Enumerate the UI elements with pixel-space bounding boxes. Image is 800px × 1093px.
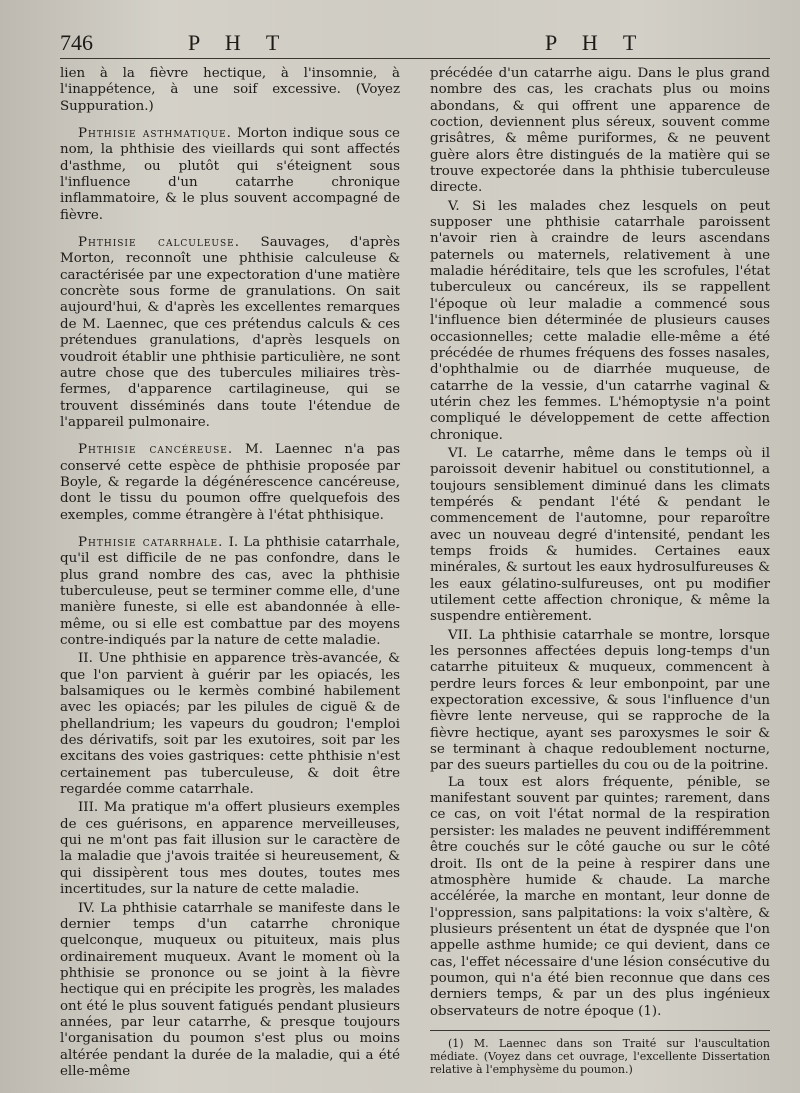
section-heading: Phthisie asthmatique. [78, 126, 232, 142]
paragraph [60, 535, 400, 649]
running-head-left: P H T [188, 30, 290, 55]
section-heading: Phthisie calculeuse. [78, 235, 241, 251]
right-column [430, 66, 770, 1080]
paragraph: V. Si les malades chez lesquels on peut supposer une phthisie catarrhale paroissent n'avoir rien à craindre de leurs ascendans paternels ou maternels, relativement à une maladie héréditaire, tels que les scrofules, l'état tuberculeux ou cancéreux, ils se rappellent l'époque où leur maladie a commencé sous l'influence bien déterminée de plusieurs causes occasionnelles; cette maladie elle-même a été précédée de rhumes fréquens des fosses nasales, d'ophthalmie ou de diarrhée muqueuse, de catarrhe de la vessie, d'un catarrhe vaginal & utérin chez les femmes. L'hémoptysie n'a point compliqué le développement de cette affection chronique. [430, 198, 770, 443]
header-rule [60, 58, 770, 59]
text-columns [60, 66, 770, 1080]
running-head-right: P H T [545, 30, 647, 55]
paragraph: III. Ma pratique m'a offert plusieurs exemples de ces guérisons, en apparence merveilleuses, qui ne m'ont pas fait illusion sur le caractère de la maladie que j'avois traitée si heureusement, & qui dissipèrent tous mes doutes, toutes mes incertitudes, sur la nature de cette maladie. [60, 800, 400, 898]
paragraph [60, 235, 400, 431]
paragraph: La toux est alors fréquente, pénible, se manifestant souvent par quintes; rarement, dans ce cas, on voit l'état normal de la respiration persister: les malades ne peuvent indifféremment être couchés sur le côté gauche ou sur le côté droit. Ils ont de la peine à respirer dans une atmosphère humide & chaude. La marche accélérée, la marche en montant, leur donne de l'oppression, sans palpitations: la voix s'altère, & plusieurs présentent un état de dyspnée que l'on appelle asthme humide; ce qui devient, dans ce cas, l'effet nécessaire d'une lésion consécutive du poumon, qui n'a été bien reconnue que dans ces derniers temps, & par un des plus ingénieux observateurs de notre époque (1). [430, 774, 770, 1019]
paragraph: VI. Le catarrhe, même dans le temps où il paroissoit devenir habituel ou constitutionnel, a toujours sensiblement diminué dans les climats tempérés & pendant l'été & pendant le commencement de l'automne, pour reparoître avec un nouveau degré d'intensité, pendant les temps froids & humides. Certaines eaux minérales, & surtout les eaux hydrosulfureuses & les eaux gélatino-sulfureuses, ont pu modifier utilement cette affection chronique, & même la suspendre entièrement. [430, 445, 770, 625]
paragraph: lien à la fièvre hectique, à l'insomnie, à l'inappétence, à une soif excessive. (Voyez Suppuration.) [60, 66, 400, 114]
paragraph: VII. La phthisie catarrhale se montre, lorsque les personnes affectées depuis long-temps d'un catarrhe pituiteux & muqueux, commencent à perdre leurs forces & leur embonpoint, par une expectoration excessive, & sous l'influence d'un fièvre lente nerveuse, qui se rapproche de la fièvre hectique, ayant ses paroxysmes le soir & se terminant à chaque redoublement nocturne, par des sueurs partielles du cou ou de la poitrine. [430, 627, 770, 774]
section-heading: Phthisie catarrhale. [78, 534, 224, 550]
page-number: 746 [60, 30, 93, 55]
paragraph: II. Une phthisie en apparence très-avancée, & que l'on parvient à guérir par les opiacés, les balsamiques ou le kermès combiné habilement avec les opiacés; par les pilules de ciguë & de phellandrium; les vapeurs du goudron; l'emploi des dérivatifs, soit par les exutoires, soit par les excitans des voies gastriques: cette phthisie n'est certainement pas tuberculeuse, & doit être regardée comme catarrhale. [60, 651, 400, 798]
paragraph-text: Morton indique sous ce nom, la phthisie des vieillards qui sont affectés d'asthme, ou plutôt qui s'éteignent sous l'influence d'un catarrhe chronique inflammatoire, & le plus souvent accompagné de fièvre. [60, 126, 400, 223]
paragraph [60, 126, 400, 224]
section-heading: Phthisie cancéreuse. [78, 442, 234, 458]
paragraph-text: Sauvages, d'après Morton, reconnoît une phthisie calculeuse & caractérisée par une expectoration d'une matière concrète sous forme de granulations. On sait aujourd'hui, & d'après les excellentes remarques de M. Laennec, que ces prétendus calculs & ces prétendues granulations, d'après lesquels on voudroit établir une phthisie particulière, ne sont autre chose que des tubercules miliaires très-fermes, d'apparence cartilagineuse, qui se trouvent disséminés dans toute l'étendue de l'appareil pulmonaire. [60, 235, 400, 430]
paragraph-text: M. Laennec n'a pas conservé cette espèce de phthisie proposée par Boyle, & regarde la dégénérescence cancéreuse, dont le tissu du poumon offre quelquefois des exemples, comme étrangère à l'état phthisique. [60, 442, 400, 523]
footnote-rule [430, 1030, 770, 1031]
page-header [60, 30, 770, 62]
left-column [60, 66, 400, 1080]
paragraph: précédée d'un catarrhe aigu. Dans le plus grand nombre des cas, les crachats plus ou moins abondans, & qui offrent une apparence de coction, deviennent plus séreux, souvent comme grisâtres, & même puriformes, & ne peuvent guère alors être distingués de la matière qui se trouve expectorée dans la phthisie tuberculeuse directe. [430, 66, 770, 196]
paragraph-text: I. La phthisie catarrhale, qu'il est difficile de ne pas confondre, dans le plus grand nombre des cas, avec la phthisie tuberculeuse, peut se terminer comme elle, d'une manière funeste, si elle est abandonnée à elle-même, ou si elle est combattue par des moyens contre-indiqués par la nature de cette maladie. [60, 534, 400, 648]
footnote: (1) M. Laennec dans son Traité sur l'auscultation médiate. (Voyez dans cet ouvrage, l'excellente Dissertation relative à l'emphysème du poumon.) [430, 1036, 770, 1076]
paragraph: IV. La phthisie catarrhale se manifeste dans le dernier temps d'un catarrhe chronique quelconque, muqueux ou pituiteux, mais plus ordinairement muqueux. Avant le moment où la phthisie se prononce ou se joint à la fièvre hectique qui en précipite les progrès, les malades ont été le plus souvent fatigués pendant plusieurs années, par leur catarrhe, & presque toujours l'organisation du poumon s'est plus ou moins altérée pendant la durée de la maladie, qui a été elle-même [60, 900, 400, 1079]
paragraph [60, 442, 400, 524]
